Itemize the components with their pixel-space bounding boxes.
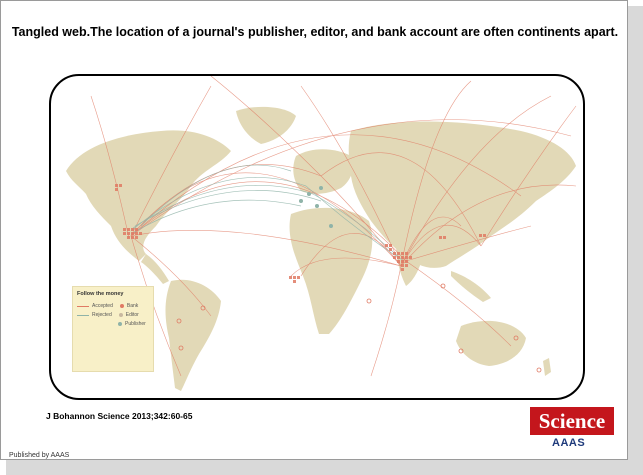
legend-label-editor: Editor: [125, 312, 139, 318]
published-by: Published by AAAS: [9, 452, 70, 459]
editor-dot-icon: [119, 313, 123, 317]
slide-shadow-right: [628, 6, 643, 475]
europe-shape: [293, 149, 353, 194]
aaas-wordmark: AAAS: [552, 437, 586, 449]
science-logo: [530, 407, 614, 453]
legend-row-rejected: [77, 312, 139, 318]
legend-label-bank: Bank: [126, 303, 139, 309]
new-zealand-shape: [543, 358, 551, 376]
legend-row-publisher: [118, 321, 146, 327]
central-america-shape: [141, 254, 169, 284]
south-america-shape: [166, 280, 222, 391]
science-wordmark: Science: [530, 407, 614, 435]
bank-dot-icon: [120, 304, 124, 308]
legend-row-accepted: [77, 303, 138, 309]
legend-label-publisher: Publisher: [125, 321, 146, 327]
slide-shadow-bottom: [6, 460, 643, 475]
australia-shape: [456, 321, 526, 366]
citation: J Bohannon Science 2013;342:60-65: [46, 411, 193, 421]
legend-label-rejected: Rejected: [92, 312, 112, 318]
world-map: [49, 74, 585, 400]
southeast-asia-shape: [451, 271, 491, 302]
greenland-shape: [236, 107, 296, 144]
legend-label-accepted: Accepted: [92, 303, 113, 309]
north-america-shape: [66, 130, 231, 261]
publisher-dot-icon: [118, 322, 122, 326]
africa-hub: [289, 276, 300, 283]
legend-title: Follow the money: [77, 291, 124, 297]
rejected-line-swatch: [77, 315, 89, 316]
accepted-line-swatch: [77, 306, 89, 307]
map-legend: [72, 286, 154, 372]
slide-title: Tangled web.The location of a journal's publisher, editor, and bank account are often continents apart.: [11, 25, 619, 39]
